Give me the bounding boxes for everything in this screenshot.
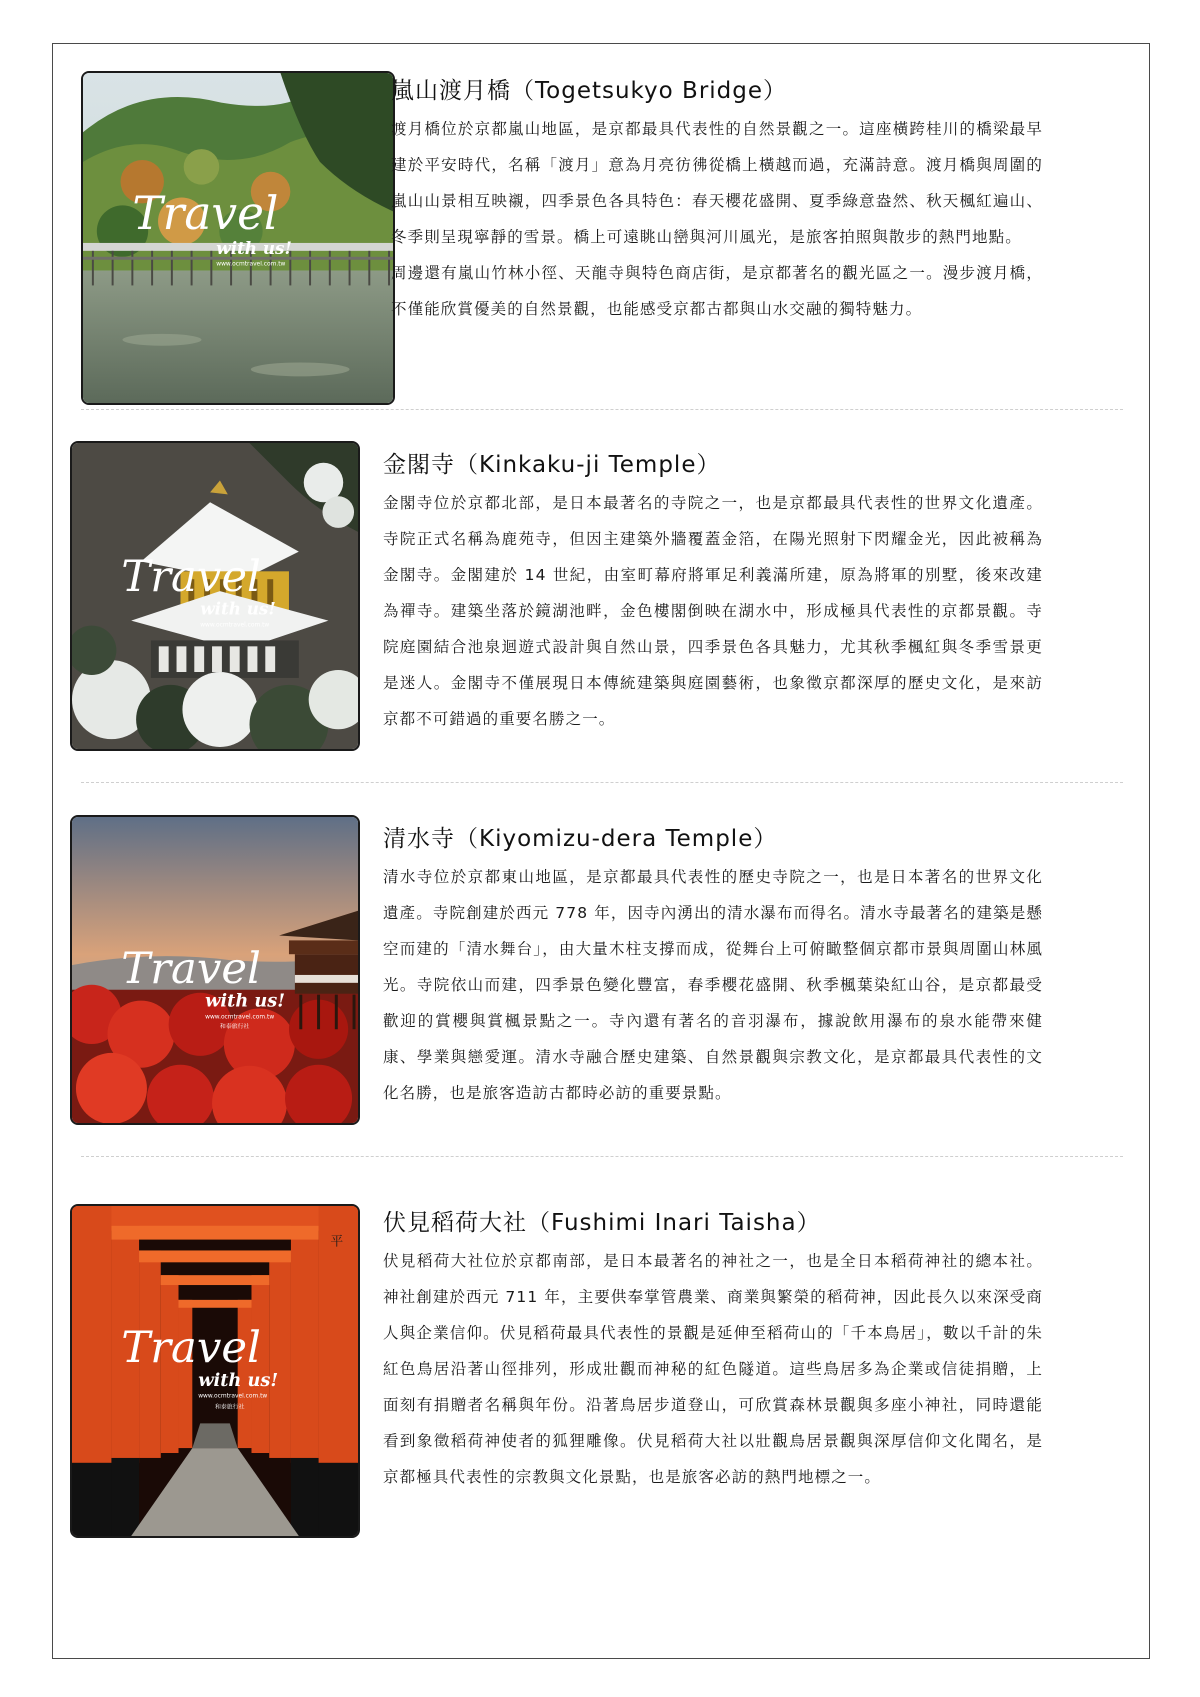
section-paragraph: 伏見稻荷大社位於京都南部，是日本最著名的神社之一，也是全日本稻荷神社的總本社。神社創建於西元 711 年，主要供奉掌管農業、商業與繁榮的稻荷神，因此長久以來深受商人與企業信仰。伏見稻荷最具代表性的景觀是延伸至稻荷山的「千本鳥居」，數以千計的朱紅色鳥居沿著山徑排列，形成壯觀而神秘的紅色隧道。這些鳥居多為企業或信徒捐贈，上面刻有捐贈者名稱與年份。沿著鳥居步道登山，可欣賞森林景觀與多座小神社，同時還能看到象徵稻荷神使者的狐狸雕像。伏見稻荷大社以壯觀鳥居景觀與深厚信仰文化聞名，是京都極具代表性的宗教與文化景點，也是旅客必訪的熱門地標之一。 [383,1252,1043,1486]
watermark-travel: Travel [132,187,279,241]
watermark-travel: Travel [121,1323,261,1374]
kinkakuji-photo [70,441,360,751]
kiyomizudera-text [383,820,1043,1111]
page-frame [52,43,1150,1659]
section-paragraph: 渡月橋位於京都嵐山地區，是京都最具代表性的自然景觀之一。這座橫跨桂川的橋梁最早建於平安時代，名稱「渡月」意為月亮彷彿從橋上橫越而過，充滿詩意。渡月橋與周圍的嵐山山景相互映襯，四季景色各具特色：春天櫻花盛開、夏季綠意盎然、秋天楓紅遍山、冬季則呈現寧靜的雪景。橋上可遠眺山巒與河川風光，是旅客拍照與散步的熱門地點。 [391,120,1043,246]
watermark-url: www.ocmtravel.com.tw [216,261,286,268]
section-divider [81,409,1123,410]
watermark-with: with us! [200,598,276,619]
watermark-brand: 和泰旅行社 [219,1024,250,1031]
torii-inscription: 平 [330,1234,344,1250]
watermark-with: with us! [216,237,292,258]
watermark-url: www.ocmtravel.com.tw [205,1014,275,1021]
section-title: 伏見稻荷大社（Fushimi Inari Taisha） [383,1210,821,1236]
fushimi-inari-text [383,1204,1043,1495]
watermark-with: with us! [205,990,286,1012]
watermark-travel: Travel [121,552,261,603]
fushimi-inari-photo [70,1204,360,1538]
section-divider [81,1156,1123,1157]
kinkakuji-text [383,446,1043,737]
togetsukyo-text [391,72,1043,327]
section-divider [81,782,1123,783]
section-title: 金閣寺（Kinkaku-ji Temple） [383,452,721,478]
section-paragraph: 金閣寺位於京都北部，是日本最著名的寺院之一，也是京都最具代表性的世界文化遺產。寺院正式名稱為鹿苑寺，但因主建築外牆覆蓋金箔，在陽光照射下閃耀金光，因此被稱為金閣寺。金閣建於 14 世紀，由室町幕府將軍足利義滿所建，原為將軍的別墅，後來改建為禪寺。建築坐落於鏡湖池畔，金色樓閣倒映在湖水中，形成極具代表性的京都景觀。寺院庭園結合池泉迴遊式設計與自然山景，四季景色各具魅力，尤其秋季楓紅與冬季雪景更是迷人。金閣寺不僅展現日本傳統建築與庭園藝術，也象徵京都深厚的歷史文化，是來訪京都不可錯過的重要名勝之一。 [383,494,1043,728]
section-title: 清水寺（Kiyomizu-dera Temple） [383,826,778,852]
section-paragraph: 周邊還有嵐山竹林小徑、天龍寺與特色商店街，是京都著名的觀光區之一。漫步渡月橋，不僅能欣賞優美的自然景觀，也能感受京都古都與山水交融的獨特魅力。 [391,264,1043,318]
watermark-url: www.ocmtravel.com.tw [198,1393,268,1400]
section-paragraph: 清水寺位於京都東山地區，是京都最具代表性的歷史寺院之一，也是日本著名的世界文化遺產。寺院創建於西元 778 年，因寺內湧出的清水瀑布而得名。清水寺最著名的建築是懸空而建的「清水舞台」，由大量木柱支撐而成，從舞台上可俯瞰整個京都市景與周圍山林風光。寺院依山而建，四季景色變化豐富，春季櫻花盛開、秋季楓葉染紅山谷，是京都最受歡迎的賞櫻與賞楓景點之一。寺內還有著名的音羽瀑布，據說飲用瀑布的泉水能帶來健康、學業與戀愛運。清水寺融合歷史建築、自然景觀與宗教文化，是京都最具代表性的文化名勝，也是旅客造訪古都時必訪的重要景點。 [383,868,1043,1102]
kiyomizudera-photo [70,815,360,1125]
togetsukyo-photo [81,71,395,405]
section-title: 嵐山渡月橋（Togetsukyo Bridge） [391,78,788,104]
watermark-url: www.ocmtravel.com.tw [200,622,270,629]
watermark-brand: 和泰旅行社 [215,1404,245,1411]
watermark-with: with us! [198,1369,279,1391]
watermark-travel: Travel [121,943,261,994]
